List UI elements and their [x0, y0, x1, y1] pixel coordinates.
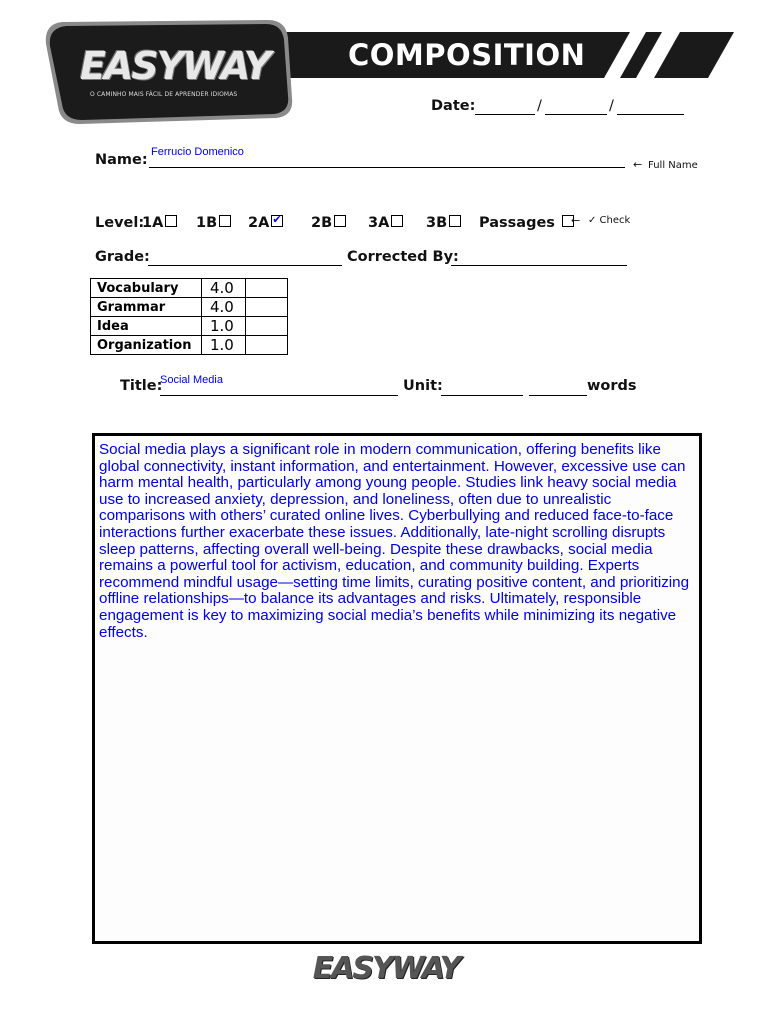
unit-field[interactable]: [441, 395, 523, 396]
score-name: Organization: [91, 336, 202, 355]
date-separator: /: [609, 98, 614, 114]
title-field[interactable]: [160, 395, 398, 396]
date-day-field[interactable]: [475, 114, 535, 115]
level-option-3a[interactable]: [368, 215, 403, 231]
table-row: [91, 336, 288, 355]
word-count-field[interactable]: [529, 395, 587, 396]
name-value[interactable]: Ferrucio Domenico: [151, 146, 244, 158]
title-value[interactable]: Social Media: [160, 374, 223, 386]
level-option-label: Passages: [479, 215, 555, 231]
level-hint-arrow-icon: ←: [571, 214, 581, 227]
unit-label: Unit:: [403, 378, 443, 394]
corrected-by-label: Corrected By:: [347, 249, 459, 265]
name-hint-arrow-icon: ←: [633, 158, 643, 171]
date-year-field[interactable]: [617, 114, 684, 115]
date-label: Date:: [431, 98, 476, 114]
score-value[interactable]: 4.0: [202, 279, 246, 298]
score-value[interactable]: 1.0: [202, 336, 246, 355]
level-option-label: 2B: [311, 215, 333, 231]
grade-field[interactable]: [148, 265, 342, 266]
score-blank-cell[interactable]: [246, 279, 288, 298]
date-month-field[interactable]: [545, 114, 607, 115]
score-value[interactable]: 1.0: [202, 317, 246, 336]
level-option-1b[interactable]: [196, 215, 231, 231]
name-hint: Full Name: [648, 160, 698, 171]
brand-logo: EASYWAY: [80, 44, 270, 88]
score-name: Vocabulary: [91, 279, 202, 298]
score-value[interactable]: 4.0: [202, 298, 246, 317]
page-title: COMPOSITION: [348, 38, 586, 72]
level-checkbox[interactable]: [391, 215, 403, 227]
level-checkbox[interactable]: [165, 215, 177, 227]
level-option-label: 1A: [142, 215, 164, 231]
score-name: Idea: [91, 317, 202, 336]
level-option-2a[interactable]: [248, 215, 283, 231]
date-separator: /: [537, 98, 542, 114]
level-option-label: 1B: [196, 215, 218, 231]
table-row: [91, 317, 288, 336]
level-checkbox[interactable]: [449, 215, 461, 227]
table-row: [91, 298, 288, 317]
level-option-label: 3B: [426, 215, 448, 231]
words-label: words: [587, 378, 637, 394]
level-checkbox[interactable]: [219, 215, 231, 227]
checkmark-icon: ✔: [272, 213, 282, 226]
corrected-by-field[interactable]: [451, 265, 627, 266]
level-option-label: 2A: [248, 215, 270, 231]
essay-box[interactable]: [92, 433, 702, 944]
level-checkbox-checked[interactable]: [271, 215, 283, 227]
score-blank-cell[interactable]: [246, 336, 288, 355]
level-option-label: 3A: [368, 215, 390, 231]
level-option-2b[interactable]: [311, 215, 346, 231]
level-option-3b[interactable]: [426, 215, 461, 231]
level-label: Level:: [95, 215, 145, 231]
grade-label: Grade:: [95, 249, 150, 265]
level-option-1a[interactable]: [142, 215, 177, 231]
score-name: Grammar: [91, 298, 202, 317]
title-label: Title:: [120, 378, 163, 394]
footer-logo: EASYWAY: [312, 951, 460, 986]
brand-tagline: O CAMINHO MAIS FÁCIL DE APRENDER IDIOMAS: [90, 91, 238, 98]
name-label: Name:: [95, 152, 148, 168]
level-checkbox[interactable]: [334, 215, 346, 227]
level-option-passages[interactable]: [479, 215, 574, 231]
score-blank-cell[interactable]: [246, 317, 288, 336]
table-row: [91, 279, 288, 298]
score-blank-cell[interactable]: [246, 298, 288, 317]
essay-text[interactable]: Social media plays a significant role in modern communication, offering benefits like global connectivity, instant information, and entertainment. However, excessive use can harm mental health, particularly among young people. Studies link heavy social media use to increased anxiety, depression, and loneliness, often due to unrealistic comparisons with others’ curated online lives. Cyberbullying and reduced face-to-face interactions further exacerbate these issues. Additionally, late-night scrolling disrupts sleep patterns, affecting overall well-being. Despite these drawbacks, social media remains a powerful tool for activism, education, and community building. Experts recommend mindful usage—setting time limits, curating positive content, and prioritizing offline relationships—to balance its advantages and risks. Ultimately, responsible engagement is key to maximizing social media’s benefits while minimizing its negative effects.: [99, 441, 690, 641]
level-hint: ✓ Check: [588, 215, 631, 226]
scores-table: [90, 278, 288, 355]
name-field[interactable]: [149, 167, 625, 168]
